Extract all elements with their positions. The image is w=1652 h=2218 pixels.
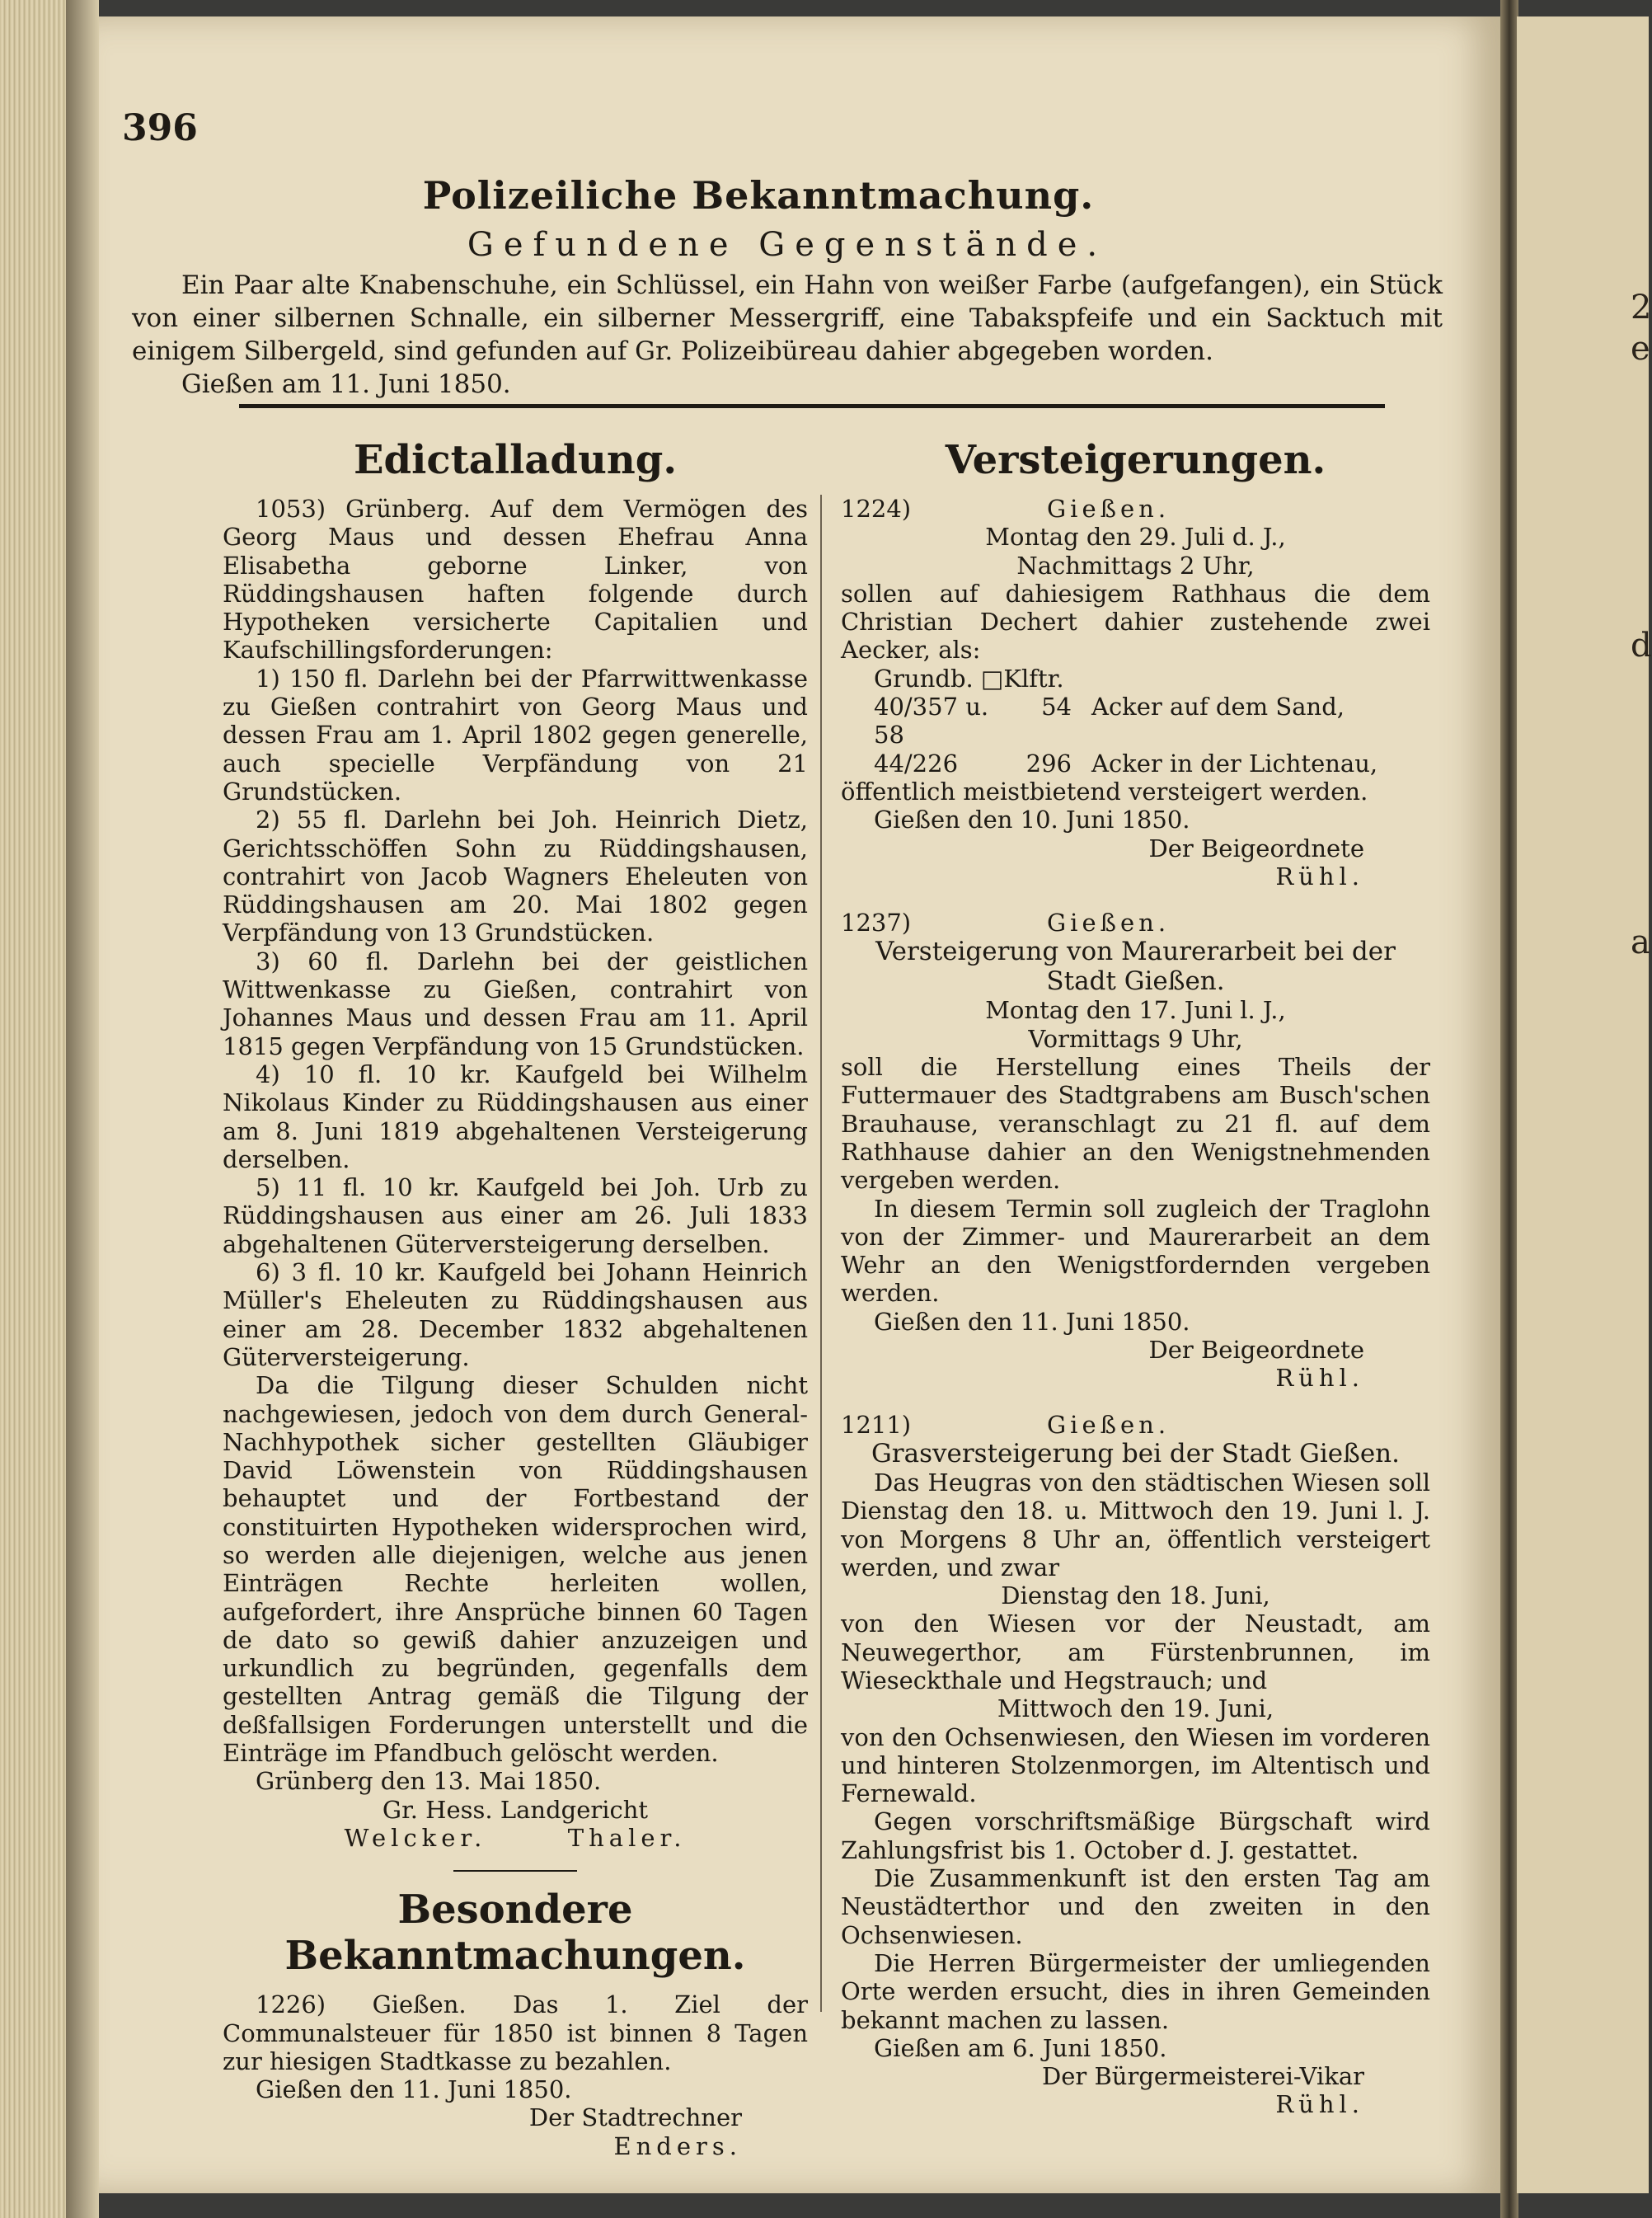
- column-divider: [820, 495, 822, 2012]
- auction-text: soll die Herstellung eines Theils der Futtermauer des Stadtgrabens am Busch'schen Brauhause, veranschlagt zu 21 fl. auf dem Rathhause dahier an den Wenigstnehmenden vergeben werden.: [841, 1053, 1430, 1195]
- auction-sign-date: Gießen den 11. Juni 1850.: [874, 1307, 1190, 1336]
- facing-page-fragment: e: [1631, 330, 1650, 368]
- auction-heading: Grasversteigerung bei der Stadt Gießen.: [871, 1438, 1400, 1468]
- header-rule: [239, 404, 1385, 408]
- police-notice-text: Ein Paar alte Knabenschuhe, ein Schlüssel, ein Hahn von weißer Farbe (aufgefangen), ein Stück von einer silbernen Schnalle, ein silberner Messergriff, eine Tabakspfeife und ein Sacktuch mit einigem Silbergeld, sind gefunden auf Gr. Polizeibüreau dahier abgegeben worden.: [132, 270, 1443, 366]
- edictal-date: Grünberg den 13. Mai 1850.: [256, 1767, 602, 1796]
- auction-table-row: [841, 750, 1430, 778]
- auction-role: Der Beigeordnete: [1148, 834, 1364, 862]
- edictal-signature: Thaler.: [567, 1823, 687, 1852]
- book-gutter: [1500, 0, 1518, 2218]
- special-text: 1226) Gießen. Das 1. Ziel der Communalsteuer für 1850 ist binnen 8 Tagen zur hiesigen Stadtkasse zu bezahlen.: [223, 1990, 808, 2075]
- facing-page-fragment: a: [1631, 923, 1650, 961]
- auction-date-line: Montag den 29. Juli d. J.,: [985, 523, 1286, 552]
- auction-tail: öffentlich meistbietend versteigert werden.: [841, 777, 1368, 806]
- auction-number: 1224): [841, 495, 912, 523]
- special-date: Gießen den 11. Juni 1850.: [256, 2075, 572, 2104]
- edictal-head: 1053) Grünberg. Auf dem Vermögen des Georg Maus und dessen Ehefrau Anna Elisabetha geborne Linker, von Rüddingshausen haften folgende durch Hypotheken versicherte Capitalien und Kaufschillingsforderungen:: [223, 495, 808, 665]
- auction-text: sollen auf dahiesigem Rathhaus die dem Christian Dechert dahier zustehende zwei Aecker, als:: [841, 579, 1430, 665]
- auction-signer: Rühl.: [1275, 862, 1364, 890]
- auction-heading: Versteigerung von Maurerarbeit bei der Stadt Gießen.: [875, 937, 1396, 997]
- auction-text: Die Herren Bürgermeister der umliegenden Orte werden ersucht, dies in ihren Gemeinden bekannt machen zu lassen.: [841, 1948, 1430, 2034]
- left-column: [223, 429, 808, 2160]
- auction-place: Gießen.: [1047, 495, 1171, 523]
- auction-text: Gegen vorschriftsmäßige Bürgschaft wird Zahlungsfrist bis 1. October d. J. gestattet.: [841, 1807, 1430, 1864]
- book-page-edges: [0, 0, 66, 2218]
- auction-number: 1237): [841, 909, 912, 937]
- auction-role: Der Beigeordnete: [1148, 1336, 1364, 1365]
- auction-1237-head: [841, 909, 1430, 937]
- special-title: Besondere Bekanntmachungen.: [284, 1887, 746, 1980]
- facing-page-fragment: 2: [1631, 289, 1652, 327]
- edictal-item: 2) 55 fl. Darlehn bei Joh. Heinrich Dietz, Gerichtsschöffen Sohn zu Rüddingshausen, contrahirt von Jacob Wagners Eheleuten von Rüddingshausen am 20. Mai 1802 gegen Verpfändung von 13 Grundstücken.: [223, 806, 808, 947]
- edictal-signatures: [223, 1824, 808, 1852]
- parcel-size: 54: [1041, 693, 1072, 721]
- facing-page: [1517, 16, 1652, 2193]
- auction-signer: Rühl.: [1275, 1364, 1364, 1393]
- auction-sign-date: Gießen den 10. Juni 1850.: [874, 806, 1190, 834]
- page-number: 396: [122, 107, 198, 149]
- section-divider: [453, 1870, 577, 1872]
- police-notice-date: Gießen am 11. Juni 1850.: [181, 369, 511, 399]
- parcel-size: 296: [1025, 749, 1072, 778]
- edictal-item: 6) 3 fl. 10 kr. Kaufgeld bei Johann Heinrich Müller's Eheleuten zu Rüddingshausen aus einer am 28. December 1832 abgehaltenen Güterversteigerung.: [223, 1258, 808, 1371]
- auction-table-head: Grundb. □Klftr.: [874, 664, 1064, 693]
- auction-text: In diesem Termin soll zugleich der Traglohn von der Zimmer- und Maurerarbeit an dem Wehr an den Wenigstfordernden vergeben werden.: [841, 1194, 1430, 1308]
- edictal-item: 3) 60 fl. Darlehn bei der geistlichen Wittwenkasse zu Gießen, contrahirt von Johannes Maus und dessen Frau am 11. April 1815 gegen Verpfändung von 15 Grundstücken.: [223, 947, 808, 1060]
- edictal-court: Gr. Hess. Landgericht: [382, 1795, 649, 1824]
- auction-text: Das Heugras von den städtischen Wiesen soll Dienstag den 18. u. Mittwoch den 19. Juni l. J. von Morgens 8 Uhr an, öffentlich versteigert werden, und zwar: [841, 1468, 1430, 1581]
- auction-1224-head: [841, 495, 1430, 523]
- auction-day-text: von den Ochsenwiesen, den Wiesen im vorderen und hinteren Stolzenmorgen, im Altentisch und Fernewald.: [841, 1722, 1430, 1808]
- parcel-ref: 40/357 u. 58: [874, 693, 989, 750]
- edictal-item: 4) 10 fl. 10 kr. Kaufgeld bei Wilhelm Nikolaus Kinder zu Rüddingshausen aus einer am 8. Juni 1819 abgehaltenen Versteigerung derselben.: [223, 1060, 808, 1173]
- edictal-item: 1) 150 fl. Darlehn bei der Pfarrwittwenkasse zu Gießen contrahirt von Georg Maus und dessen Frau am 1. April 1802 gegen generelle, auch specielle Verpfändung von 21 Grundstücken.: [223, 664, 808, 806]
- auction-number: 1211): [841, 1410, 912, 1439]
- edictal-signature: Welcker.: [344, 1823, 487, 1852]
- spine-shadow: [66, 0, 99, 2218]
- edictal-item: 5) 11 fl. 10 kr. Kaufgeld bei Joh. Urb zu Rüddingshausen aus einer am 26. Juli 1833 abgehaltenen Güterversteigerung derselben.: [223, 1173, 808, 1258]
- parcel-desc: Acker auf dem Sand,: [1091, 693, 1345, 721]
- auction-table-row: [841, 693, 1430, 750]
- parcel-ref: 44/226: [874, 749, 959, 778]
- auction-time-line: Nachmittags 2 Uhr,: [1016, 551, 1255, 580]
- auction-role: Der Bürgermeisterei-Vikar: [1042, 2062, 1364, 2091]
- special-name: Enders.: [613, 2131, 742, 2160]
- auction-place: Gießen.: [1047, 909, 1171, 937]
- auction-text: Die Zusammenkunft ist den ersten Tag am Neustädterthor und den zweiten in den Ochsenwiesen.: [841, 1864, 1430, 1949]
- auction-sign-date: Gießen am 6. Juni 1850.: [874, 2033, 1167, 2062]
- edictal-title: Edictalladung.: [353, 437, 678, 483]
- edictal-body: Da die Tilgung dieser Schulden nicht nachgewiesen, jedoch von dem durch General-Nachhypothek sicher gestellten Gläubiger David Löwenstein von Rüddingshausen behauptet und der Fortbestand der constituirten Hypotheken widersprochen wird, so werden alle diejenigen, welche aus jenen Einträgen Rechte herleiten wollen, aufgefordert, ihre Ansprüche binnen 60 Tagen de dato so gewiß dahier anzuzeigen und urkundlich zu begründen, gegenfalls dem gestellten Antrag gemäß die Tilgung der deßfallsigen Forderungen unterstellt und die Einträge im Pfandbuch gelöscht werden.: [223, 1371, 808, 1768]
- auction-1211-head: [841, 1411, 1430, 1439]
- auction-signer: Rühl.: [1275, 2090, 1364, 2119]
- auction-day-text: von den Wiesen vor der Neustadt, am Neuwegerthor, am Fürstenbrunnen, im Wieseckthale und Hegstrauch; und: [841, 1609, 1430, 1694]
- auctions-title: Versteigerungen.: [945, 437, 1326, 483]
- auction-day: Mittwoch den 19. Juni,: [997, 1694, 1274, 1723]
- facing-page-fragment: d: [1631, 627, 1652, 665]
- police-notice-title: Polizeiliche Bekanntmachung.: [422, 173, 1095, 218]
- parcel-desc: Acker in der Lichtenau,: [1091, 749, 1378, 778]
- auction-place: Gießen.: [1047, 1410, 1171, 1439]
- special-role: Der Stadtrechner: [528, 2103, 742, 2132]
- police-notice: [132, 173, 1443, 401]
- auction-day: Dienstag den 18. Juni,: [1001, 1581, 1270, 1610]
- auction-time-line: Vormittags 9 Uhr,: [1028, 1024, 1243, 1053]
- auction-date-line: Montag den 17. Juni l. J.,: [985, 996, 1286, 1025]
- police-notice-subtitle: Gefundene Gegenstände.: [467, 226, 1108, 264]
- right-column: [841, 429, 1430, 2119]
